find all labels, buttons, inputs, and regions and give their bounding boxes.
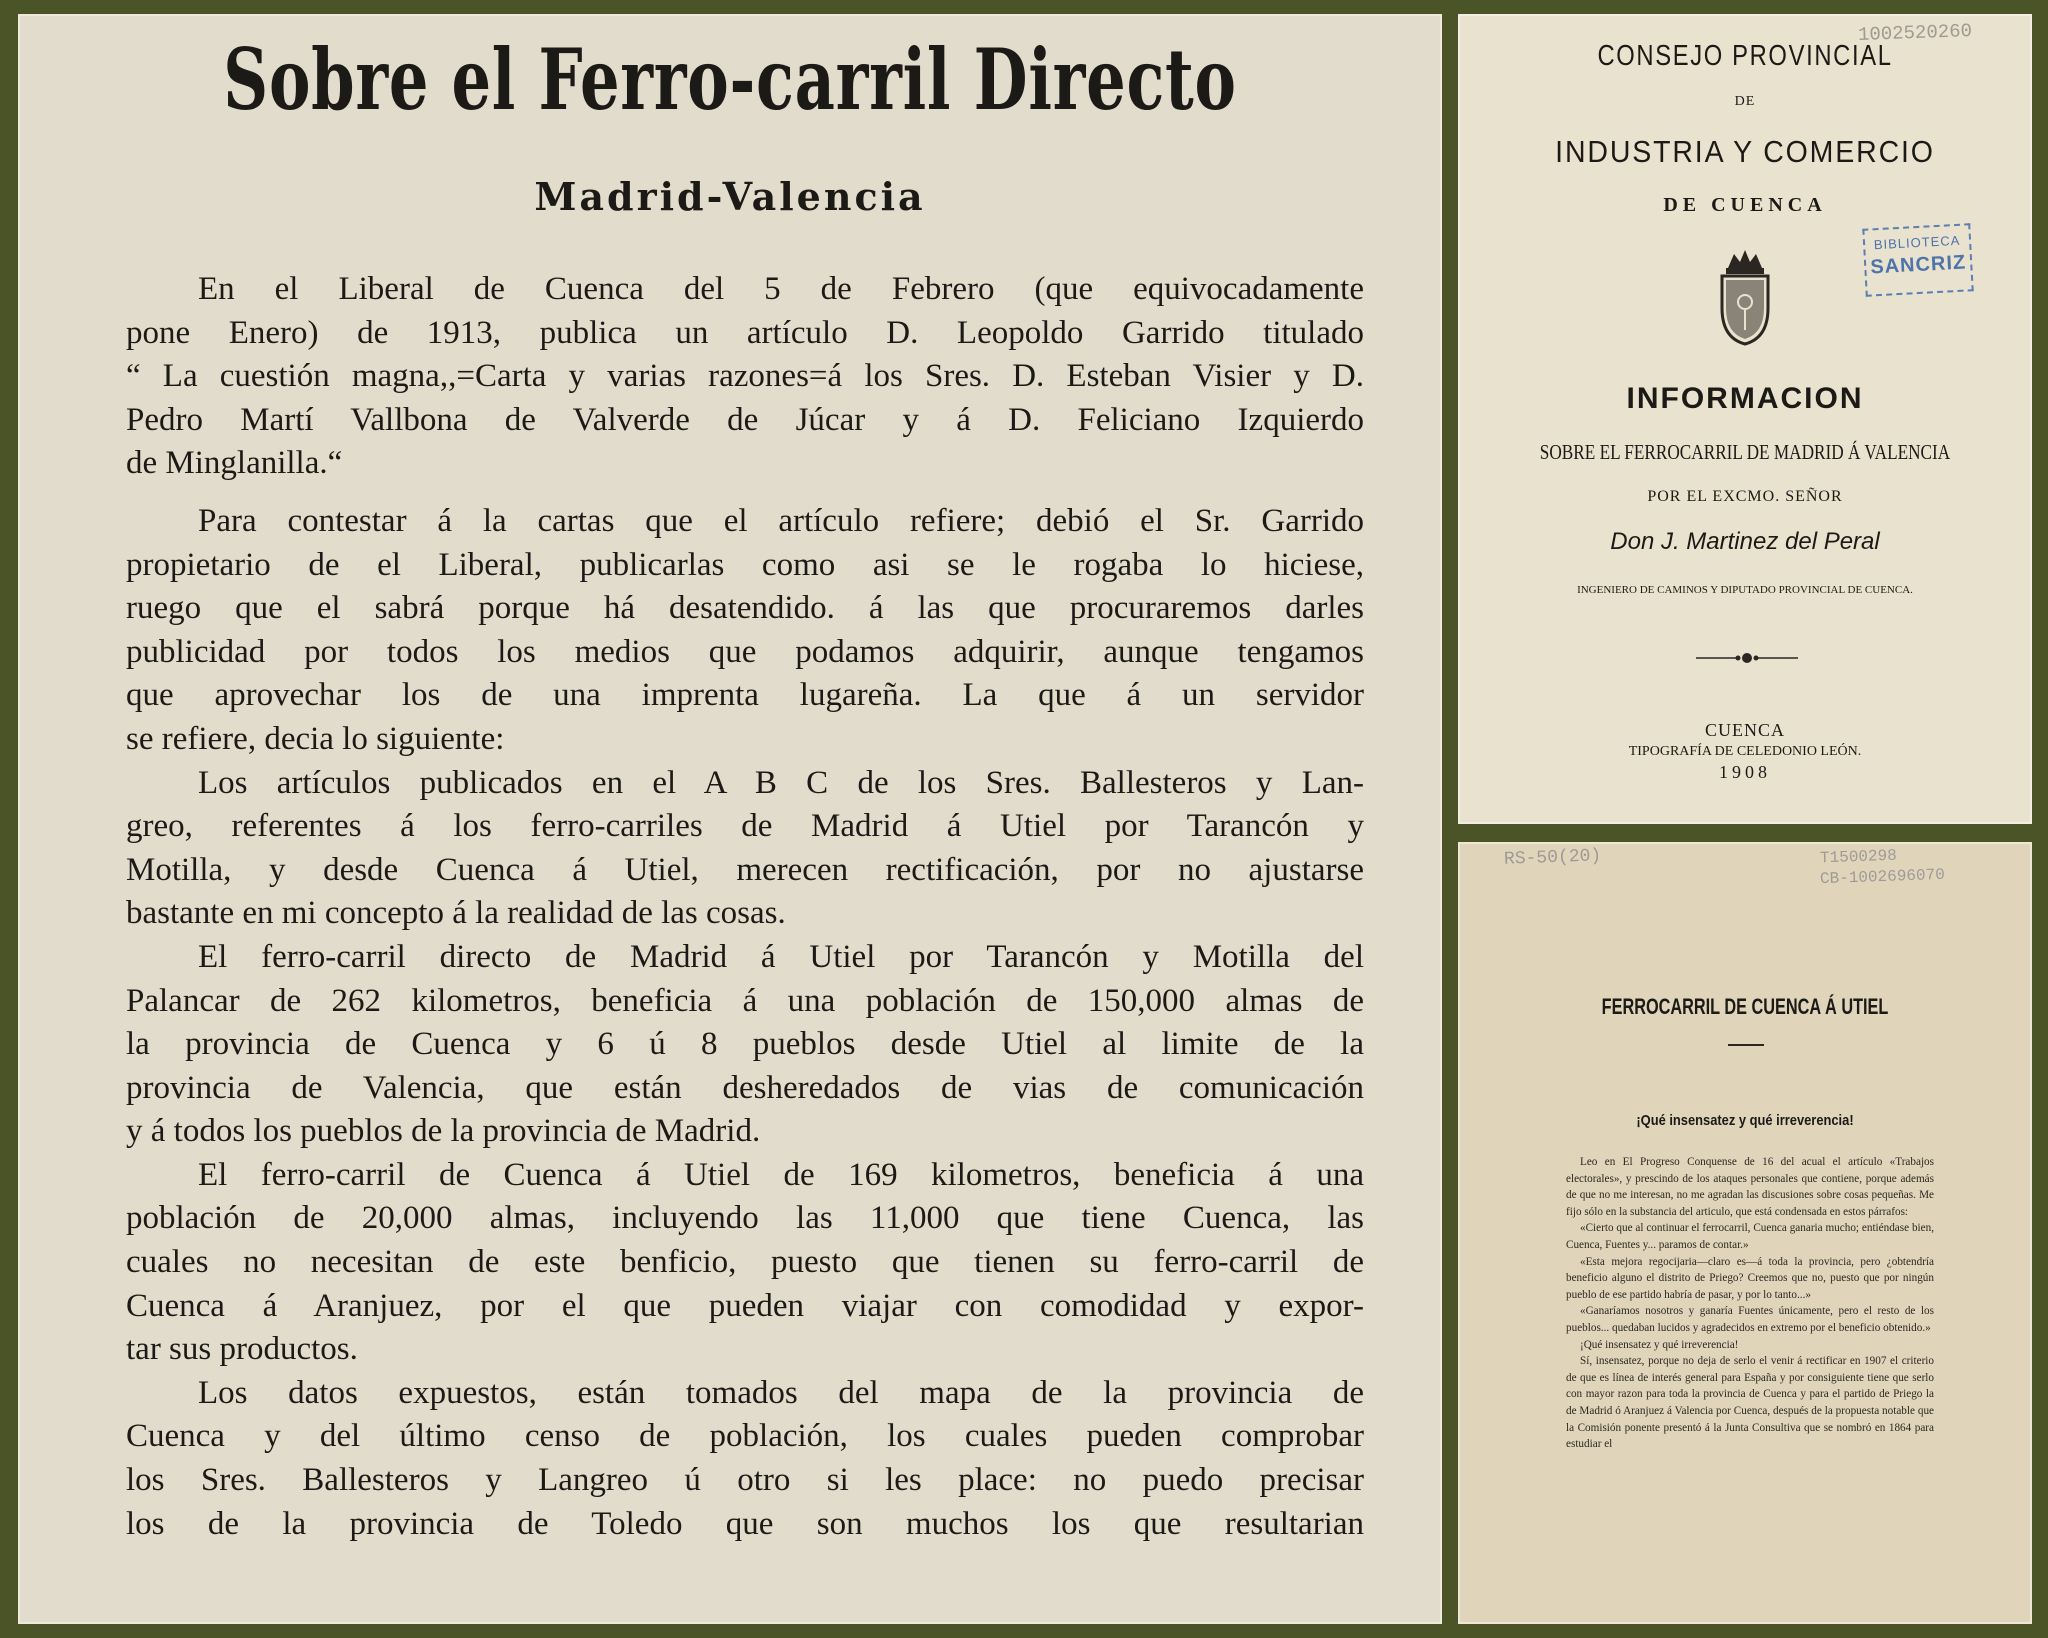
- article-line: Para contestar á la cartas que el artículo refiere; debió el Sr. Garrido: [198, 502, 1364, 539]
- info-title: INFORMACION: [1626, 382, 1864, 415]
- page-subtitle: Madrid-Valencia: [534, 174, 926, 219]
- article-line: Palancar de 262 kilometros, beneficia á una población de 150,000 almas de: [126, 982, 1364, 1019]
- article-line: pone Enero) de 1913, publica un artículo D. Leopoldo Garrido titulado: [126, 314, 1364, 351]
- heading-de: DE: [1734, 94, 1756, 109]
- article-line: El ferro-carril de Cuenca á Utiel de 169 kilometros, beneficia á una: [198, 1156, 1364, 1193]
- pamphlet-body: [1566, 1154, 1934, 1453]
- top-right-cover-page: [1458, 14, 2032, 824]
- article-line: Pedro Martí Vallbona de Valverde de Júcar y á D. Feliciano Izquierdo: [126, 401, 1364, 438]
- ornament-divider-icon: [1692, 650, 1802, 666]
- article-line: la provincia de Cuenca y 6 ú 8 pueblos desde Utiel al limite de la: [126, 1026, 1364, 1063]
- article-line: se refiere, decia lo siguiente:: [126, 720, 505, 757]
- article-line: bastante en mi concepto á la realidad de las cosas.: [126, 895, 786, 932]
- article-line: “ La cuestión magna,,=Carta y varias razones=á los Sres. D. Esteban Visier y D.: [126, 358, 1364, 395]
- imprint-year: 1908: [1719, 762, 1771, 782]
- article-line: Motilla, y desde Cuenca á Utiel, merecen rectificación, por no ajustarse: [126, 851, 1364, 888]
- article-line: Cuenca á Aranjuez, por el que pueden viajar con comodidad y expor-: [126, 1287, 1364, 1324]
- paragraph: Leo en El Progreso Conquense de 16 del acual el artículo «Trabajos electorales», y prescindo de los ataques personales que contiene, porque además de que no me interesan, no me agradan las discusiones sobre cosas pequeñas. Me fijo sólo en la substancia del articulo, que está condensada en estos párrafos:: [1566, 1156, 1934, 1218]
- page-title: Sobre el Ferro-carril Directo: [223, 30, 1237, 129]
- coat-of-arms-icon: [1708, 246, 1782, 348]
- article-line: y á todos los pueblos de la provincia de Madrid.: [126, 1113, 761, 1150]
- article-body: [126, 268, 1364, 1546]
- industry-heading: INDUSTRIA Y COMERCIO: [1555, 134, 1935, 169]
- pamphlet-title: FERROCARRIL DE CUENCA Á UTIEL: [1601, 994, 1889, 1019]
- article-line: población de 20,000 almas, incluyendo las 11,000 que tiene Cuenca, las: [126, 1200, 1364, 1237]
- article-line: cuales no necesitan de este benficio, puesto que tienen su ferro-carril de: [126, 1244, 1364, 1281]
- article-line: Los artículos publicados en el A B C de los Sres. Ballesteros y Lan-: [198, 764, 1364, 801]
- left-document-page: [18, 14, 1442, 1624]
- shelf-mark-annotation: RS-50(20): [1503, 846, 1602, 870]
- author-role: INGENIERO DE CAMINOS Y DIPUTADO PROVINCIAL DE CUENCA.: [1577, 584, 1913, 596]
- by-line: POR EL EXCMO. SEÑOR: [1647, 488, 1843, 505]
- article-line: En el Liberal de Cuenca del 5 de Febrero (que equivocadamente: [198, 271, 1364, 307]
- article-line: provincia de Valencia, que están desheredados de vias de comunicación: [126, 1069, 1364, 1106]
- paragraph: «Esta mejora regocijaria—claro es—á toda la provincia, pero ¿obtendría beneficio alguno el distrito de Priego? Creemos que no, puesto que por ningún pueblo de ese partido habría de pasar, y por lo tanto...»: [1566, 1255, 1934, 1301]
- pamphlet-subtitle: ¡Qué insensatez y qué irreverencia!: [1636, 1112, 1854, 1129]
- bottom-right-pamphlet-page: [1458, 842, 2032, 1624]
- info-subtitle: SOBRE EL FERROCARRIL DE MADRID Á VALENCIA: [1539, 440, 1951, 464]
- shelf-mark-annotation: 1002520260: [1857, 20, 1973, 46]
- article-line: propietario de el Liberal, publicarlas como asi se le rogaba lo hiciese,: [126, 546, 1364, 583]
- article-line: Cuenca y del último censo de población, los cuales pueden comprobar: [126, 1418, 1364, 1455]
- library-stamp: BIBLIOTECA SANCRIZ: [1862, 223, 1973, 297]
- imprint-city: CUENCA: [1704, 720, 1785, 740]
- paragraph: «Ganaríamos nosotros y ganaría Fuentes únicamente, pero el resto de los pueblos... quedaban lucidos y agradecidos en extremo por el beneficio obtenido.»: [1566, 1305, 1934, 1334]
- article-line: que aprovechar los de una imprenta lugareña. La que á un servidor: [126, 677, 1364, 714]
- article-line: tar sus productos.: [126, 1331, 358, 1368]
- paragraph: «Cierto que al continuar el ferrocarril, Cuenca ganaria mucho; entiéndase bien, Cuenca, Fuentes y... paramos de contar.»: [1566, 1222, 1934, 1251]
- article-line: greo, referentes á los ferro-carriles de Madrid á Utiel por Tarancón y: [126, 808, 1364, 845]
- article-line: los Sres. Ballesteros y Langreo ú otro si les place: no puedo precisar: [126, 1462, 1364, 1499]
- article-line: los de la provincia de Toledo que son muchos los que resultarian: [126, 1505, 1364, 1542]
- council-heading: CONSEJO PROVINCIAL: [1597, 40, 1893, 72]
- article-line: Los datos expuestos, están tomados del mapa de la provincia de: [198, 1374, 1364, 1411]
- article-line: de Minglanilla.“: [126, 445, 343, 482]
- title-rule: [1728, 1044, 1764, 1046]
- catalog-annotation: T1500298: [1819, 846, 1898, 868]
- author-name: Don J. Martinez del Peral: [1610, 528, 1880, 555]
- article-line: publicidad por todos los medios que podamos adquirir, aunque tengamos: [126, 633, 1364, 670]
- barcode-annotation: CB-1002696070: [1819, 865, 1946, 889]
- article-line: El ferro-carril directo de Madrid á Utiel por Tarancón y Motilla del: [198, 938, 1364, 975]
- paragraph: ¡Qué insensatez y qué irreverencia!: [1580, 1338, 1739, 1351]
- paragraph: Sí, insensatez, porque no deja de serlo el venir á rectificar en 1907 el criterio de que es línea de interés general para España y por consiguiente tiene que serlo con mayor razon para toda la provincia de Cuenca y para el partido de Priego la de Madrid ó Aranjuez á Valencia por Cuenca, después de la propuesta notable que la Comisión ponente presentó á la Junta Consultiva que se nombró en 1864 para estudiar el: [1566, 1355, 1934, 1451]
- article-line: ruego que el sabrá porque há desatendido. á las que procuraremos darles: [126, 590, 1364, 627]
- imprint-printer: TIPOGRAFÍA DE CELEDONIO LEÓN.: [1628, 744, 1862, 759]
- city-heading: DE CUENCA: [1663, 194, 1827, 216]
